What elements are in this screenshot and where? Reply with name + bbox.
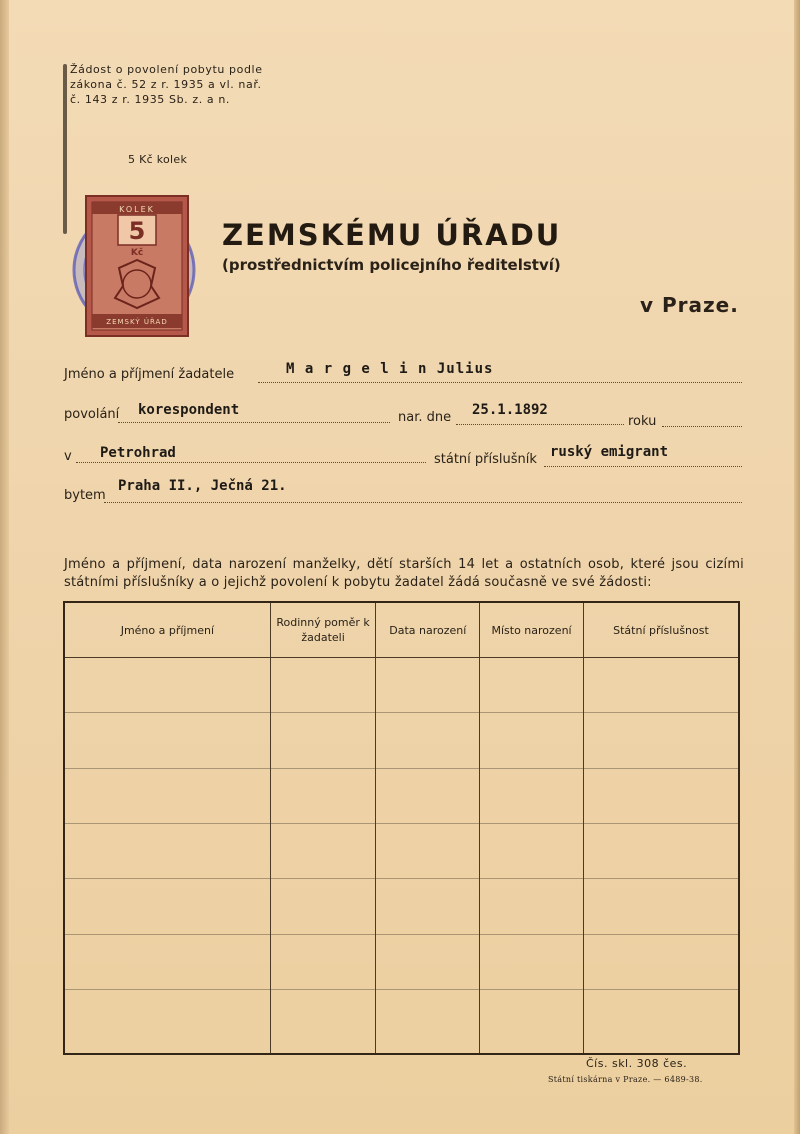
table-cell	[270, 934, 376, 989]
table-row	[64, 768, 739, 823]
year-label: roku	[628, 414, 657, 429]
document-subtitle: (prostřednictvím policejního ředitelství)	[222, 256, 561, 274]
revenue-stamp-icon	[58, 192, 198, 338]
address-value: Praha II., Ječná 21.	[118, 478, 287, 494]
table-cell	[270, 768, 376, 823]
header-relationship: Rodinný poměr k žadateli	[270, 602, 376, 658]
legal-reference-line-3: č. 143 z r. 1935 Sb. z. a n.	[70, 93, 231, 106]
table-cell	[64, 823, 270, 878]
occupation-label: povolání	[64, 407, 120, 422]
table-cell	[376, 658, 480, 713]
table-row	[64, 713, 739, 768]
stamp-value: 5	[128, 217, 146, 245]
stamp-top-text: KOLEK	[119, 205, 155, 214]
table-cell	[480, 989, 584, 1054]
citizenship-value: ruský emigrant	[550, 444, 669, 460]
table-cell	[270, 989, 376, 1054]
table-cell	[376, 934, 480, 989]
table-cell	[583, 989, 739, 1054]
table-cell	[64, 768, 270, 823]
table-cell	[64, 989, 270, 1054]
seal-text: ZEMSKÝ ÚŘAD	[106, 318, 168, 326]
stamp-instruction: 5 Kč kolek	[128, 153, 188, 166]
table-cell	[64, 934, 270, 989]
name-label: Jméno a příjmení žadatele	[64, 367, 235, 382]
legal-reference-line-1: Žádost o povolení pobytu podle	[70, 63, 263, 76]
table-cell	[583, 823, 739, 878]
table-header-row	[64, 602, 739, 658]
table-cell	[480, 934, 584, 989]
table-cell	[376, 768, 480, 823]
year-line	[662, 426, 742, 427]
address-label: bytem	[64, 488, 106, 503]
page-edge-right	[794, 0, 800, 1134]
table-cell	[64, 713, 270, 768]
citizenship-line	[544, 466, 742, 467]
occupation-value: korespondent	[138, 402, 240, 418]
table-row	[64, 823, 739, 878]
birth-value: 25.1.1892	[472, 402, 548, 418]
table-cell	[583, 713, 739, 768]
table-cell	[583, 879, 739, 934]
table-cell	[270, 823, 376, 878]
name-value: M a r g e l i n Julius	[286, 361, 494, 377]
table-cell	[376, 989, 480, 1054]
table-cell	[480, 823, 584, 878]
table-cell	[270, 879, 376, 934]
place-line	[76, 462, 426, 463]
table-cell	[64, 658, 270, 713]
office-city: v Praze.	[640, 293, 739, 317]
header-citizenship: Státní příslušnost	[583, 602, 739, 658]
occupation-line	[118, 422, 390, 423]
table-row	[64, 658, 739, 713]
place-value: Petrohrad	[100, 445, 176, 461]
table-cell	[376, 713, 480, 768]
table-cell	[583, 768, 739, 823]
table-cell	[480, 713, 584, 768]
family-members-table	[63, 601, 740, 1055]
table-row	[64, 934, 739, 989]
page-edge-left	[0, 0, 9, 1134]
printer-imprint: Státní tiskárna v Praze. — 6489-38.	[548, 1075, 703, 1084]
table-cell	[270, 658, 376, 713]
place-label: v	[64, 449, 72, 464]
citizenship-label: státní příslušník	[434, 452, 537, 467]
table-cell	[376, 823, 480, 878]
table-row	[64, 989, 739, 1054]
address-line	[104, 502, 742, 503]
table-cell	[480, 658, 584, 713]
table-cell	[376, 879, 480, 934]
header-birth-place: Místo narození	[480, 602, 584, 658]
table-cell	[583, 658, 739, 713]
birth-label: nar. dne	[398, 410, 452, 425]
name-line	[258, 382, 742, 383]
legal-reference-line-2: zákona č. 52 z r. 1935 a vl. nař.	[70, 78, 262, 91]
table-cell	[480, 768, 584, 823]
legal-reference-note	[70, 62, 263, 107]
header-name: Jméno a příjmení	[64, 602, 270, 658]
table-cell	[583, 934, 739, 989]
form-number: Čís. skl. 308 čes.	[586, 1057, 688, 1070]
table-cell	[480, 879, 584, 934]
header-birth-date: Data narození	[376, 602, 480, 658]
family-instructions: Jméno a příjmení, data narození manželky, dětí starších 14 let a ostatních osob, které jsou cizími státními příslušníky a o jejichž povolení k pobytu žadatel žádá současně ve své žádosti:	[64, 557, 744, 590]
stamp-unit: Kč	[130, 248, 144, 258]
document-title: ZEMSKÉMU ÚŘADU	[222, 218, 562, 252]
table-cell	[270, 713, 376, 768]
table-row	[64, 879, 739, 934]
birth-line	[456, 424, 624, 425]
table-cell	[64, 879, 270, 934]
